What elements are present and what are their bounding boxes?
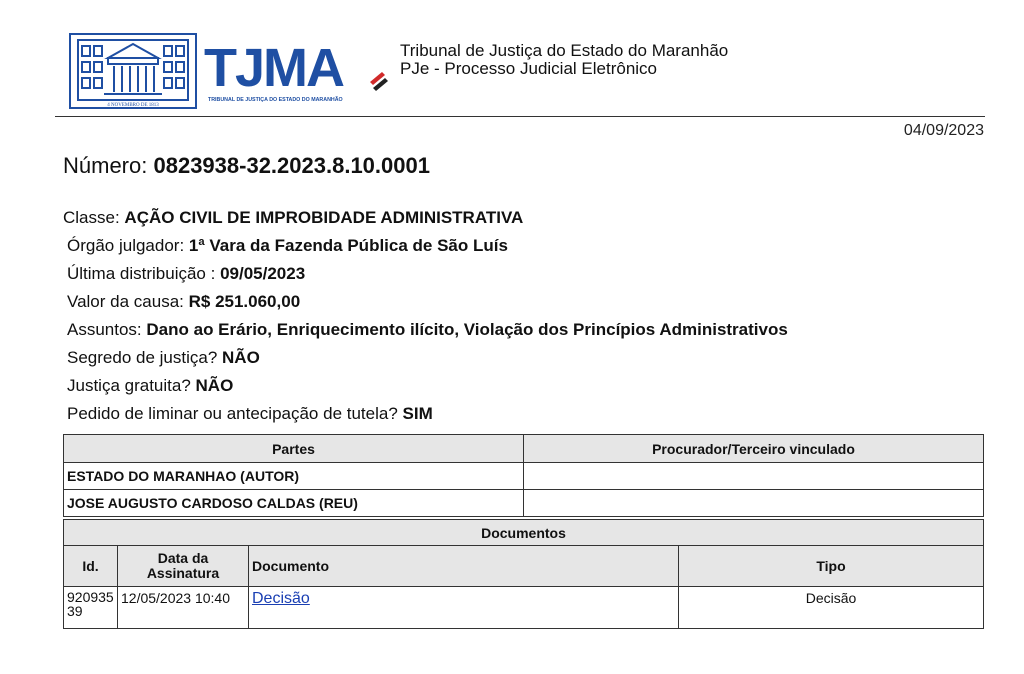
field-value: 1ª Vara da Fazenda Pública de São Luís bbox=[188, 236, 508, 255]
field-label: Classe: bbox=[63, 208, 120, 227]
documentos-title: Documentos bbox=[64, 520, 984, 546]
field-justica-gratuita bbox=[63, 372, 788, 400]
col-procurador: Procurador/Terceiro vinculado bbox=[524, 435, 984, 463]
logo-subtitle: TRIBUNAL DE JUSTIÇA DO ESTADO DO MARANHÃO bbox=[208, 97, 343, 103]
parte-name: JOSE AUGUSTO CARDOSO CALDAS (REU) bbox=[64, 490, 524, 517]
field-assuntos bbox=[63, 316, 788, 344]
procurador-cell bbox=[524, 490, 984, 517]
document-link[interactable]: Decisão bbox=[252, 590, 310, 607]
document-date: 04/09/2023 bbox=[903, 122, 984, 139]
field-segredo-justica bbox=[63, 344, 788, 372]
field-pedido-liminar bbox=[63, 400, 788, 428]
field-label: Justiça gratuita? bbox=[67, 376, 191, 395]
table-row bbox=[64, 587, 984, 629]
table-row bbox=[64, 463, 984, 490]
logo-text: TJMA bbox=[204, 38, 343, 98]
header bbox=[68, 30, 984, 116]
documentos-table bbox=[63, 519, 984, 629]
institution-block bbox=[400, 42, 728, 78]
doc-data: 12/05/2023 10:40 bbox=[118, 587, 249, 629]
procurador-cell bbox=[524, 463, 984, 490]
field-ultima-distribuicao bbox=[63, 260, 788, 288]
courthouse-icon bbox=[70, 34, 196, 108]
partes-header-row bbox=[64, 435, 984, 463]
logo-date: 4 NOVEMBRO DE 1813 bbox=[107, 103, 159, 108]
header-divider bbox=[55, 116, 985, 117]
partes-table bbox=[63, 434, 984, 517]
table-row bbox=[64, 490, 984, 517]
col-tipo: Tipo bbox=[679, 546, 984, 587]
field-label: Valor da causa: bbox=[67, 292, 184, 311]
col-id: Id. bbox=[64, 546, 118, 587]
field-value: 09/05/2023 bbox=[220, 264, 306, 283]
field-value: SIM bbox=[402, 404, 433, 423]
field-classe bbox=[63, 204, 788, 232]
field-value: AÇÃO CIVIL DE IMPROBIDADE ADMINISTRATIVA bbox=[124, 208, 524, 227]
field-value: NÃO bbox=[222, 348, 260, 367]
col-partes: Partes bbox=[64, 435, 524, 463]
documentos-header-row bbox=[64, 546, 984, 587]
doc-id: 92093539 bbox=[64, 587, 118, 629]
doc-tipo: Decisão bbox=[679, 587, 984, 629]
field-value: NÃO bbox=[195, 376, 234, 395]
process-number-value: 0823938-32.2023.8.10.0001 bbox=[153, 153, 430, 178]
field-label: Pedido de liminar ou antecipação de tutela? bbox=[67, 404, 398, 423]
institution-name: Tribunal de Justiça do Estado do Maranhão bbox=[400, 41, 729, 60]
process-number-label: Número: bbox=[63, 153, 148, 178]
field-value: Dano ao Erário, Enriquecimento ilícito, Violação dos Princípios Administrativos bbox=[146, 320, 788, 339]
parte-name: ESTADO DO MARANHAO (AUTOR) bbox=[64, 463, 524, 490]
case-fields bbox=[63, 204, 788, 428]
col-data-assinatura: Data da Assinatura bbox=[118, 546, 249, 587]
col-documento: Documento bbox=[249, 546, 679, 587]
field-label: Última distribuição : bbox=[67, 264, 216, 283]
logo-stripes bbox=[370, 72, 388, 91]
system-name: PJe - Processo Judicial Eletrônico bbox=[400, 59, 658, 78]
documentos-title-row bbox=[64, 520, 984, 546]
field-orgao-julgador bbox=[63, 232, 788, 260]
field-label: Assuntos: bbox=[67, 320, 142, 339]
doc-documento-cell bbox=[249, 587, 679, 629]
field-label: Segredo de justiça? bbox=[67, 348, 218, 367]
field-valor-causa bbox=[63, 288, 788, 316]
process-number bbox=[63, 153, 430, 179]
field-value: R$ 251.060,00 bbox=[188, 292, 301, 311]
field-label: Órgão julgador: bbox=[67, 236, 185, 255]
tjma-logo bbox=[68, 30, 398, 116]
